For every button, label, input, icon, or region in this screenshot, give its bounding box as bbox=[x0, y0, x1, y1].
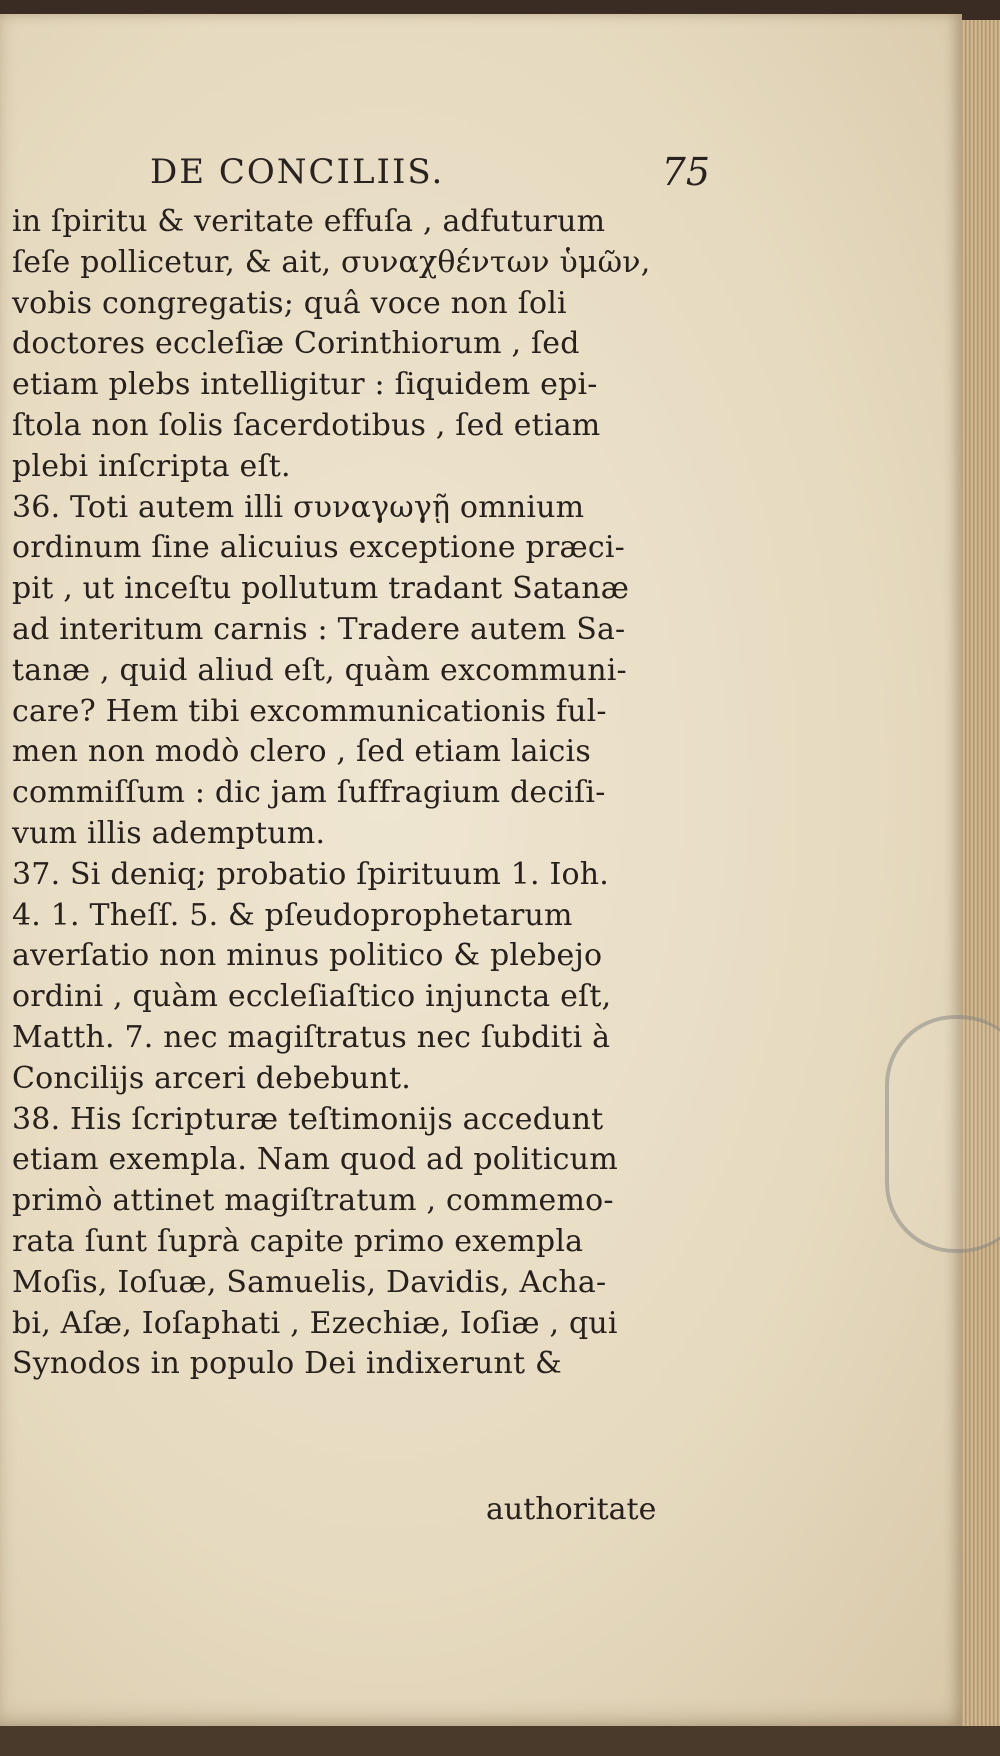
text-line: etiam exempla. Nam quod ad politicum bbox=[12, 1142, 618, 1178]
text-line: Concilijs arceri debebunt. bbox=[12, 1060, 411, 1096]
text-line: ad interitum carnis : Tradere autem Sa- bbox=[12, 611, 626, 647]
text-line: 36. Toti autem illi συναγωγῇ omnium bbox=[12, 489, 585, 525]
text-line: etiam plebs intelligitur : ſiquidem epi- bbox=[12, 367, 598, 403]
text-line: plebi inſcripta eſt. bbox=[12, 448, 291, 484]
text-line: in ſpiritu & veritate effuſa , adfuturum bbox=[12, 204, 606, 239]
text-line: averſatio non minus politico & plebejo bbox=[12, 938, 603, 974]
text-line: men non modò clero , ſed etiam laicis bbox=[12, 734, 591, 770]
running-title: DE CONCILIIS. bbox=[150, 152, 445, 192]
page-header bbox=[150, 144, 710, 194]
text-line: 38. His ſcripturæ teſtimonijs accedunt bbox=[12, 1101, 604, 1137]
text-line: primò attinet magiſtratum , commemo- bbox=[12, 1183, 614, 1219]
binder-ring bbox=[885, 1015, 1000, 1253]
text-line: ordinum ſine alicuius exceptione præci- bbox=[12, 530, 626, 566]
text-line: ordini , quàm eccleſiaſtico injuncta eſt, bbox=[12, 979, 612, 1015]
text-line: bi, Aſæ, Ioſaphati , Ezechiæ, Ioſiæ , qui bbox=[12, 1305, 618, 1341]
text-line: ſtola non ſolis ſacerdotibus , ſed etiam bbox=[12, 407, 601, 443]
text-line: 4. 1. Theſſ. 5. & pſeudoprophetarum bbox=[12, 897, 573, 933]
text-line: vum illis ademptum. bbox=[12, 815, 326, 851]
text-line: commiſſum : dic jam ſuffragium deciſi- bbox=[12, 775, 606, 811]
book-page bbox=[0, 14, 962, 1726]
page-number: 75 bbox=[661, 150, 710, 194]
text-line: Moſis, Ioſuæ, Samuelis, Davidis, Acha- bbox=[12, 1264, 607, 1300]
text-line: 37. Si deniq; probatio ſpirituum 1. Ioh. bbox=[12, 856, 610, 892]
text-line: doctores eccleſiæ Corinthiorum , ſed bbox=[12, 326, 580, 362]
text-line: pit , ut inceſtu pollutum tradant Satanæ bbox=[12, 571, 630, 607]
page-edges bbox=[962, 20, 1000, 1730]
text-line: Matth. 7. nec magiſtratus nec ſubditi à bbox=[12, 1019, 611, 1055]
body-text bbox=[12, 202, 712, 1385]
text-line: tanæ , quid aliud eſt, quàm excommuni- bbox=[12, 652, 627, 688]
bottom-border bbox=[0, 1726, 1000, 1756]
top-border bbox=[0, 0, 1000, 14]
catchword: authoritate bbox=[486, 1492, 657, 1527]
text-line: Synodos in populo Dei indixerunt & bbox=[12, 1346, 562, 1382]
text-line: rata ſunt ſuprà capite primo exempla bbox=[12, 1223, 584, 1259]
text-line: care? Hem tibi excommunicationis ful- bbox=[12, 693, 607, 729]
text-line: vobis congregatis; quâ voce non ſoli bbox=[12, 285, 567, 321]
text-line: ſeſe pollicetur, & ait, συναχθέντων ὑμῶν, bbox=[12, 244, 651, 280]
